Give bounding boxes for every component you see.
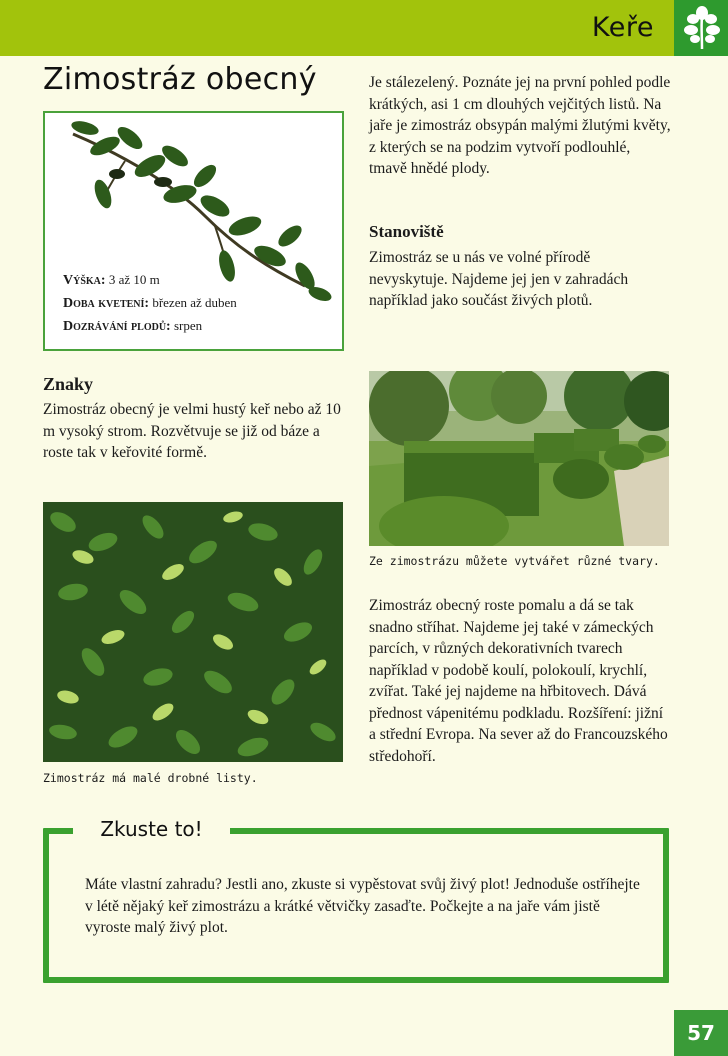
features-heading: Znaky [43,374,94,394]
spec-flowering [63,292,237,315]
spec-label: Doba kvetení: [63,296,150,311]
section-icon-badge [674,0,728,56]
page-title: Zimostráz obecný [43,62,317,97]
garden-hedges-photo [369,371,669,546]
intro-paragraph: Je stálezelený. Poznáte jej na první pohled podle krátkých, asi 1 cm dlouhých vejčitých listů. Na jaře je zimostráz obsypán malými žlutými květy, z kterých se na podzim vytvoří podlouhlé, tmavě hnědé plody. [369,74,671,177]
specs-list [63,269,237,338]
spec-label: Dozrávání plodů: [63,319,171,334]
boxwood-leaves-photo [43,502,343,762]
growth-paragraph: Zimostráz obecný roste pomalu a dá se tak snadno stříhat. Najdeme jej také v zámeckých parcích, v různých dekorativních tvarech například v podobě koulí, polokoulí, krychlí, zvířat. Také jej najdeme na hřbitovech. Dává přednost vápenitému podkladu. Rozšíření: jižní a střední Evropa. Na sever až do Francouzského středohoří. [369,597,668,765]
spec-height [63,269,237,292]
try-it-text: Máte vlastní zahradu? Jestli ano, zkuste si vypěstovat svůj živý plot! Jednoduše ostříhejte v létě nějaký keř zimostrázu a krátké větvičky zasaďte. Počkejte a na jaře vám jistě vyroste malý živý plot. [85,876,640,936]
garden-photo-caption: Ze zimostrázu můžete vytvářet různé tvary. [369,554,660,568]
habitat-paragraph: Zimostráz se u nás ve volné přírodě nevyskytuje. Najdeme jej jen v zahradách například jako součást živých plotů. [369,249,629,309]
try-it-title-wrap [73,814,230,844]
spec-label: Výška: [63,273,106,288]
habitat-heading: Stanoviště [369,222,444,241]
spec-value: srpen [173,318,203,333]
section-title: Keře [591,12,654,43]
try-it-title: Zkuste to! [100,817,203,841]
spec-ripening [63,315,237,338]
features-paragraph: Zimostráz obecný je velmi hustý keř nebo až 10 m vysoký strom. Rozvětvuje se již od báze a roste tak v keřovité formě. [43,401,341,461]
spec-value: březen až duben [152,295,237,310]
leaves-photo-caption: Zimostráz má malé drobné listy. [43,771,258,785]
page-number: 57 [674,1010,728,1056]
leaf-sprig-icon [683,5,721,51]
spec-value: 3 až 10 m [108,272,160,287]
specs-box [43,111,344,351]
